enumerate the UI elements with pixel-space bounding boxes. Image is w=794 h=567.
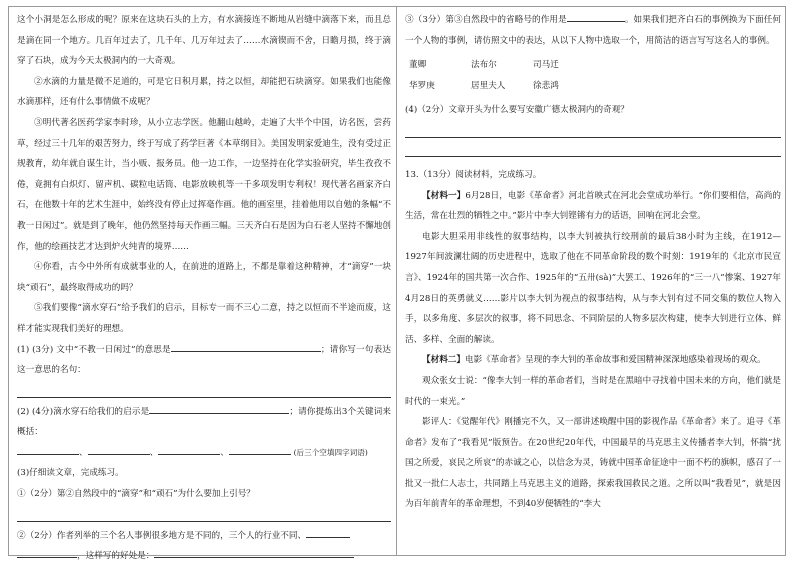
passage-paragraph-3: ③明代著名医药学家李时珍，从小立志学医。他翻山越岭，走遍了大半个中国，访名医，尝药草，经过三十几年的艰苦努力，终于写成了药学巨著《本草纲目》。美国发明家爱迪生，没有受过正规教育，幼年就自谋生计，当小贩、报务员。他一边工作，一边坚持在化学实验研究，毕生孜孜不倦，竟拥有白炽灯、留声机、碳粒电话筒、电影放映机等一千多项发明专利权！现代著名画家齐白石，在他数十年的艺术生涯中，始终没有停止过挥毫作画。他的画室里，挂着他用以自勉的条幅“不教一日闲过”。就是到了晚年，他仍然坚持每天作画三幅。三天齐白石是因为白石老人坚持不懈地创作，他的绘画技艺才达到炉火纯青的境界…… (17, 117, 391, 252)
answer-line[interactable] (405, 123, 781, 138)
passage-paragraph-4: ④你看，古今中外所有成就事业的人，在前进的道路上，不都是靠着这种精神，才“滴穿”一块块“顽石”，最终取得成功的吗？ (17, 262, 391, 293)
right-column (405, 10, 781, 515)
answer-blank[interactable] (88, 445, 150, 455)
question-1-text-a: (1) (3分) 文中“不教一日闲过”的意思是 (17, 344, 171, 355)
answer-blank[interactable] (567, 12, 625, 22)
question-3-2-text-a: ②（2分）作者列举的三个名人事例很多地方是不同的，三个人的行业不同、 (17, 530, 307, 541)
question-3-3-text-b: 。如果我们把齐白石的事例换为下面任何一个人物的事例，请仿照文中的表达，从以下人物中选取一个，用简洁的语言写写这名人的事例。 (405, 15, 781, 46)
question-2 (17, 402, 391, 443)
name-option: 董卿 (409, 60, 427, 71)
question-4: (4)（2分）文章开头为什么要写安徽广德太极洞内的奇观？ (405, 105, 629, 116)
name-option: 司马迁 (533, 60, 559, 71)
passage-paragraph-1: 这个小洞是怎么形成的呢？原来在这块石头的上方，有水滴接连不断地从岩缝中滴落下来，而且总是滴在同一个地方。几百年过去了，几千年、几万年过去了……水滴锲而不舍，日瞻月损，终于滴穿了石块，成为今天太极洞内的一大奇观。 (17, 15, 391, 67)
question-3-3 (405, 10, 781, 51)
name-option: 法布尔 (471, 60, 497, 71)
name-option: 华罗庚 (409, 80, 435, 91)
answer-blank[interactable] (229, 445, 291, 455)
material-1-title: 【材料一】 (422, 190, 466, 201)
column-divider (396, 6, 397, 556)
question-2-text-a: (2) (4分)滴水穿石给我们的启示是 (17, 406, 150, 417)
passage-paragraph-5: ⑤我们要像“滴水穿石”给予我们的启示，目标专一而不三心二意，持之以恒而不半途而废，这样才能实现我们美好的理想。 (17, 303, 391, 334)
name-options-row-2 (405, 76, 781, 97)
question-2-hint: (后三个空填四字词语) (293, 447, 368, 457)
question-2-text-b: ；请你提炼出3个关键词来概括： (17, 406, 391, 438)
answer-blank[interactable] (149, 404, 289, 414)
answer-blank[interactable] (158, 445, 220, 455)
answer-blank[interactable] (171, 342, 321, 352)
question-3-2-cont (17, 546, 391, 567)
question-3-2 (17, 526, 391, 547)
material-1-paragraph-2: 电影大胆采用非线性的叙事结构，以李大钊被执行绞刑前的最后38小时为主线，在1912—1927年间波澜壮阔的历史进程中，选取了他在不同革命阶段的数个时刻：1919年的《北京市民宣言》、1924年的国共第一次合作、1925年的“五卅(sà)”大罢工、1926年的“三一八”惨案、1927年4月28日的英勇就义……影片以李大钊为视点的叙事结构，从与李大钊有过不同交集的数位人物入手，以多角度、多层次的叙事，将不同思念、不同阶层的人物多层次构建，使李大钊进行立体、鲜活、多样、全面的解读。 (405, 231, 781, 345)
passage-paragraph-2: ②水滴的力量是微不足道的，可是它日积月累，持之以恒，却能把石块滴穿。如果我们也能像水滴那样，还有什么事情做不成呢？ (17, 76, 391, 108)
material-1-paragraph-1 (405, 186, 781, 227)
left-column (17, 10, 391, 567)
answer-blank[interactable] (17, 445, 79, 455)
name-options-row-1 (405, 55, 781, 76)
material-2-paragraph-1 (405, 350, 781, 371)
answer-line[interactable] (405, 142, 781, 157)
answer-blank[interactable] (306, 528, 350, 538)
question-3-3-text-a: ③（3分）第③自然段中的省略号的作用是 (405, 15, 567, 25)
question-3-2-text-b: ，这样写的好处是： (77, 551, 155, 562)
answer-line[interactable] (17, 383, 391, 398)
answer-blank[interactable] (17, 548, 77, 558)
material-2-text: 电影《革命者》呈现的李大钊的革命故事和爱国精神深深地感染着现场的观众。 (464, 355, 766, 366)
question-13: 13.（13分）阅读材料，完成练习。 (405, 169, 542, 180)
question-2-keywords: 、 、 、 (后三个空填四字词语) (17, 443, 391, 464)
question-3: (3)仔细读文章，完成练习。 (17, 468, 124, 479)
answer-line[interactable] (17, 507, 391, 522)
material-2-title: 【材料二】 (422, 355, 465, 366)
answer-blank[interactable] (154, 548, 354, 558)
question-1 (17, 340, 391, 381)
name-option: 徐悲鸿 (533, 80, 559, 91)
material-2-paragraph-3: 影评人：《觉醒年代》刚播完不久，又一部讲述唤醒中国的影视作品《革命者》来了。追寻《革命者》发布了“我看见”版预告。在20世纪20年代，中国最早的马克思主义传播者李大钊，怀揣“扰国之所爱，哀民之所哀”的赤诚之心，以信念为灵，铸就中国革命征途中一面不朽的旗帜，感召了一批又一批仁人志士，共同踏上马克思主义的道路，探索我国救民之道。之所以叫“我看见”，就是因为百年前青年的革命理想，不到40岁便牺牲的“李大 (405, 417, 781, 510)
material-1-text: 6月28日，电影《革命者》河北首映式在河北会堂成功举行。“你们要相信，高尚的生活，常在壮烈的牺牲之中。”影片中李大钊铿锵有力的话语，回响在河北会堂。 (405, 190, 781, 222)
question-3-1: ①（2分）第②自然段中的“滴穿”和“顽石”为什么要加上引号？ (17, 489, 255, 500)
question-1-text-b: ；请你写一句表达这一意思的名句： (17, 344, 391, 376)
material-2-paragraph-2: 观众张女士说：“像李大钊一样的革命者们，当时是在黑暗中寻找着中国未来的方向，他们就是时代的一束光。” (405, 375, 781, 407)
name-option: 居里夫人 (471, 80, 506, 91)
